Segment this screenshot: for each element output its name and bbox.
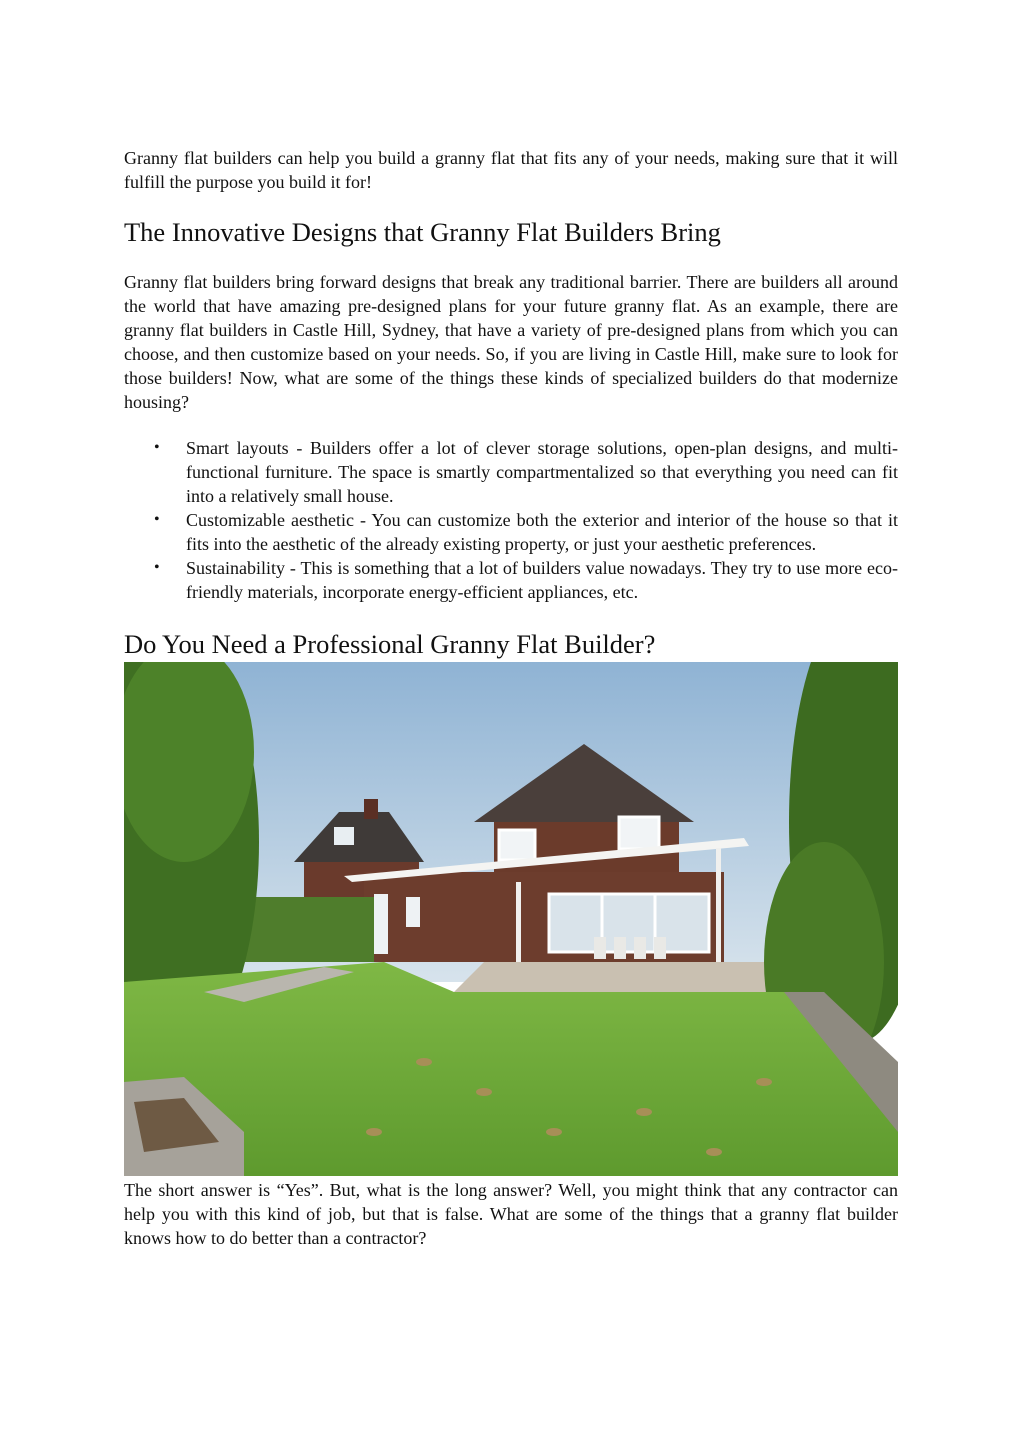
section-heading-professional-builder: Do You Need a Professional Granny Flat Builder? <box>124 629 656 659</box>
list-item <box>124 556 898 604</box>
bullet-icon: • <box>154 559 160 576</box>
bullet-icon: • <box>154 511 160 528</box>
list-item-text: Smart layouts - Builders offer a lot of clever storage solutions, open-plan designs, and multi-functional furniture. The space is smartly compartmentalized so that everything you need can fit into a relatively small house. <box>186 438 898 506</box>
bullet-icon: • <box>154 439 160 456</box>
list-item-text: Customizable aesthetic - You can customize both the exterior and interior of the house so that it fits into the aesthetic of the already existing property, or just your aesthetic preferences. <box>186 510 898 554</box>
section-heading-innovative-designs: The Innovative Designs that Granny Flat Builders Bring <box>124 217 721 247</box>
document-page <box>124 146 898 1250</box>
list-item-text: Sustainability - This is something that a lot of builders value nowadays. They try to use more eco-friendly materials, incorporate energy-efficient appliances, etc. <box>186 558 898 602</box>
house-photo <box>124 662 898 1176</box>
designs-paragraph: Granny flat builders bring forward designs that break any traditional barrier. There are builders all around the world that have amazing pre-designed plans for your future granny flat. As an example, there are granny flat builders in Castle Hill, Sydney, that have a variety of pre-designed plans from which you can choose, and then customize based on your needs. So, if you are living in Castle Hill, make sure to look for those builders! Now, what are some of the things these kinds of specialized builders do that modernize housing? <box>124 272 898 412</box>
list-item <box>124 508 898 556</box>
intro-paragraph: Granny flat builders can help you build a granny flat that fits any of your needs, making sure that it will fulfill the purpose you build it for! <box>124 148 898 192</box>
short-answer-paragraph: The short answer is “Yes”. But, what is the long answer? Well, you might think that any contractor can help you with this kind of job, but that is false. What are some of the things that a granny flat builder knows how to do better than a contractor? <box>124 1180 898 1248</box>
feature-list <box>124 436 898 604</box>
list-item <box>124 436 898 508</box>
